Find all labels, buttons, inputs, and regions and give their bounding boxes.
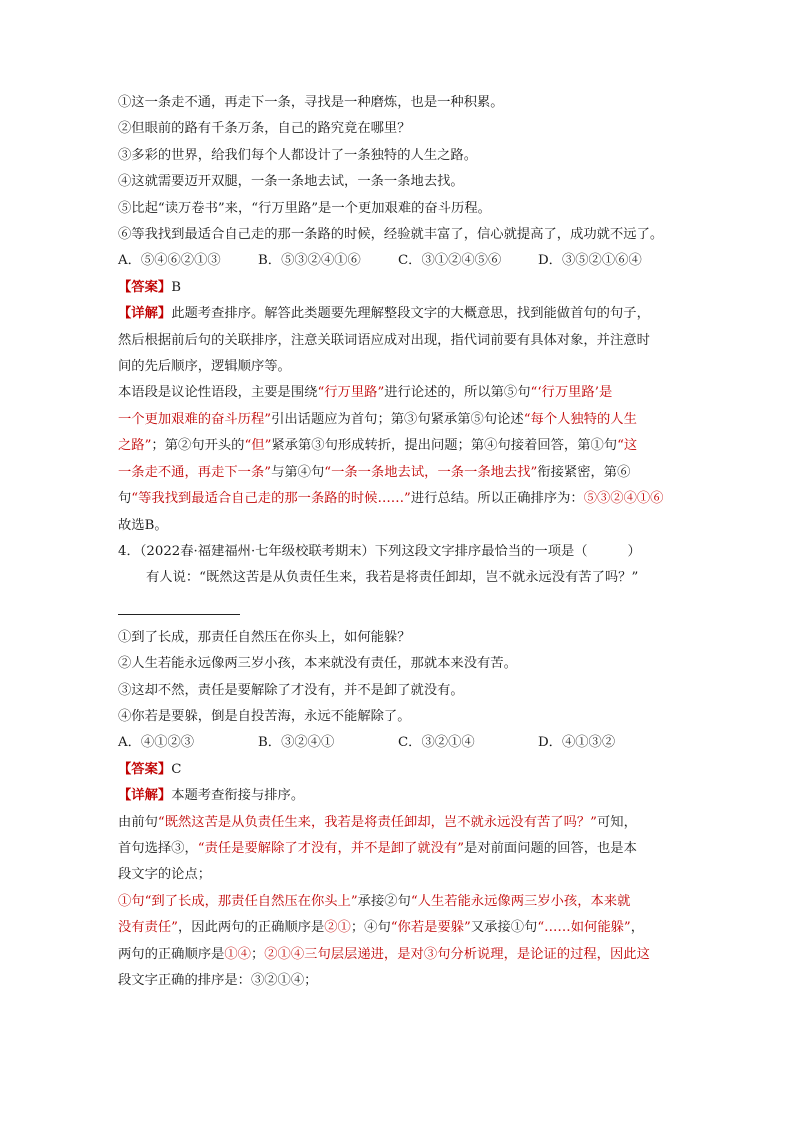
q3-option-c: C．③①②④⑤⑥	[398, 253, 502, 269]
q4-sentence-1: ①到了长成，那责任自然压在你头上，如何能躲？	[118, 629, 411, 645]
q3-option-a: A．⑤④⑥②①③	[118, 253, 221, 269]
analysis-text: ；	[304, 973, 318, 988]
q3-options	[118, 248, 678, 274]
detail-tag: 【详解】	[118, 306, 172, 322]
detail-tag: 【详解】	[118, 788, 172, 804]
q4-option-d: D．④①③②	[538, 735, 616, 751]
analysis-text: 段文字的论点；	[118, 867, 212, 883]
analysis-quote: “……如何能躲”	[537, 920, 631, 936]
q4-option-b: B．③②④①	[258, 735, 335, 751]
analysis-text: 是对前面问题的回答，也是本	[464, 840, 637, 856]
analysis-order: ⑤③②④①⑥	[583, 491, 664, 507]
q3-conclusion: 故选B。	[118, 517, 168, 533]
analysis-quote: 没有责任”	[118, 920, 178, 936]
q4-analysis	[118, 810, 678, 995]
analysis-quote: ①句	[118, 893, 145, 909]
analysis-quote: “责任是要解除了才没有，并不是卸了就没有”	[197, 840, 465, 856]
q4-sentence-3: ③这却不然，责任是要解除了才没有，并不是卸了就没有。	[118, 682, 464, 698]
detail-line-2: 然后根据前后句的关联排序，注意关联词语应成对出现，指代词前要有具体对象，并注意时	[118, 332, 650, 348]
analysis-text: 本语段是议论性语段，主要是围绕	[118, 385, 318, 401]
q3-analysis	[118, 380, 678, 512]
analysis-text: 可知，	[597, 814, 637, 830]
q4-sentence-2: ②人生若能永远像两三岁小孩，本来就没有责任，那就本来没有苦。	[118, 656, 517, 672]
detail-line-1: 此题考查排序。解答此类题要先理解整段文字的大概意思，找到能做首句的句子，	[171, 306, 650, 322]
analysis-text: ，	[630, 920, 645, 936]
analysis-quote: “每个人独特的人生	[523, 411, 637, 427]
answer-value: B	[171, 279, 181, 295]
analysis-text: 又承接①句	[470, 920, 538, 936]
q4-option-c: C．③②①④	[398, 735, 475, 751]
q4-option-a: A．④①②③	[118, 735, 195, 751]
analysis-quote: “到了长成，那责任自然压在你头上”	[144, 893, 358, 909]
analysis-text: 进行总结。所以正确排序为：	[410, 491, 584, 507]
q3-detail	[118, 301, 678, 380]
q4-stem: 4．（2022春·福建福州·七年级校联考期末）下列这段文字排序最恰当的一项是（ ）	[118, 543, 641, 559]
q3-sentence-5: ⑤比起“读万卷书”来，“行万里路”是一个更加艰难的奋斗历程。	[118, 200, 491, 216]
analysis-text: 与第④句	[271, 464, 325, 480]
analysis-quote: “等我找到最适合自己走的那一条路的时候……”	[131, 491, 411, 507]
analysis-quote: “你若是要躲”	[390, 920, 471, 936]
q3-answer	[118, 275, 678, 301]
answer-value: C	[171, 761, 182, 777]
analysis-quote: “行万里路”	[317, 385, 385, 401]
q4-sentence-4: ④你若是要躲，倒是自投苦海，永远不能解除了。	[118, 708, 411, 724]
analysis-quote: “这	[617, 438, 638, 454]
analysis-quote: 之路”	[118, 438, 152, 454]
q3-option-b: B．⑤③②④①⑥	[258, 253, 361, 269]
analysis-text: 首句选择③，	[118, 840, 198, 856]
analysis-quote: 一个更加艰难的奋斗历程”	[118, 411, 272, 427]
detail-intro: 本题考查衔接与排序。	[171, 788, 305, 804]
answer-tag: 【答案】	[118, 279, 172, 295]
q4-options	[118, 730, 678, 756]
analysis-order: ②①	[324, 920, 351, 936]
analysis-text: ，因此两句的正确顺序是	[178, 920, 325, 936]
analysis-text: ；	[250, 946, 265, 962]
analysis-quote: “既然这苦是从负责任生来，我若是将责任卸却，岂不就永远没有苦了吗？”	[157, 814, 597, 830]
q3-sentence-2: ②但眼前的路有千条万条，自己的路究竟在哪里？	[118, 121, 411, 137]
analysis-text: 句	[118, 491, 132, 507]
analysis-quote: “‘行万里路’是	[530, 385, 613, 401]
analysis-text: 由前句	[118, 814, 158, 830]
analysis-text: 引出话题应为首句；第③句紧承第⑤句论述	[271, 411, 524, 427]
analysis-quote: 一条走不通，再走下一条”	[118, 464, 272, 480]
analysis-text: 两句的正确顺序是	[118, 946, 225, 962]
analysis-quote: “一条一条地去试，一条一条地去找”	[324, 464, 538, 480]
q3-sentence-4: ④这就需要迈开双腿，一条一条地去试，一条一条地去找。	[118, 174, 464, 190]
q4-quote: 有人说：“既然这苦是从负责任生来，我若是将责任卸却，岂不就永远没有苦了吗？”	[146, 570, 639, 586]
q3-sentence-3: ③多彩的世界，给我们每个人都设计了一条独特的人生之路。	[118, 147, 478, 163]
analysis-text: 衔接紧密，第⑥	[537, 464, 631, 480]
q3-sentence-1: ①这一条走不通，再走下一条，寻找是一种磨炼，也是一种积累。	[118, 95, 504, 110]
q4-answer	[118, 757, 678, 783]
answer-blank-line	[118, 614, 240, 615]
analysis-quote: “但”	[244, 438, 272, 454]
analysis-text: 进行论述的，所以第⑤句	[384, 385, 531, 401]
detail-line-3: 间的先后顺序，逻辑顺序等。	[118, 359, 291, 375]
analysis-text: 承接②句	[357, 893, 411, 909]
analysis-text: ；④句	[350, 920, 391, 936]
analysis-text: 紧承第③句形成转折，提出问题；第④句接着回答，第①句	[271, 438, 618, 454]
analysis-order: ③②①④	[250, 973, 305, 988]
analysis-quote: “人生若能永远像两三岁小孩，本来就	[410, 893, 631, 909]
analysis-text: 段文字正确的排序是：	[118, 973, 251, 988]
analysis-text: ；第②句开头的	[151, 438, 245, 454]
q4-detail	[118, 783, 678, 809]
answer-tag: 【答案】	[118, 761, 172, 777]
document-page	[118, 90, 678, 994]
q3-sentence-6: ⑥等我找到最适合自己走的那一条路的时候，经验就丰富了，信心就提高了，成功就不远了。	[118, 227, 664, 243]
analysis-quote: ②①④三句层层递进，是对③句分析说理，是论证的过程，因此这	[264, 946, 650, 962]
q3-option-d: D．③⑤②①⑥④	[538, 253, 642, 269]
analysis-order: ①④	[224, 946, 251, 962]
